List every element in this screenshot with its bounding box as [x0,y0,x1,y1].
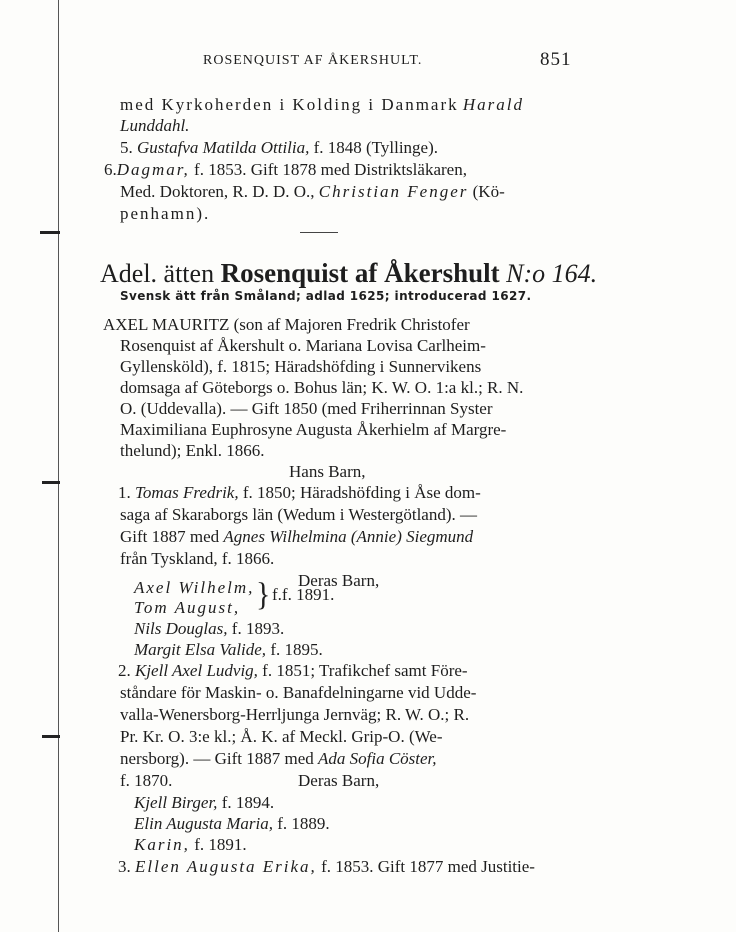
text-line: nersborg). — Gift 1887 med Ada Sofia Cöster, [120,749,437,768]
text-line: 1. Tomas Fredrik, f. 1850; Häradshöfding i Åse dom- [118,483,481,502]
text-line: Elin Augusta Maria, f. 1889. [134,814,330,833]
text-line: Pr. Kr. O. 3:e kl.; Å. K. af Meckl. Grip-O. (We- [120,727,443,746]
text-line: valla-Wenersborg-Herrljunga Jernväg; R. W. O.; R. [120,705,470,724]
text-line: Karin, f. 1891. [134,835,247,854]
text-line: Lunddahl. [120,116,190,135]
text-line: Nils Douglas, f. 1893. [134,619,285,638]
text-line: saga af Skaraborgs län (Wedum i Westergötland). — [120,505,478,524]
margin-mark [42,481,60,484]
text-line: Gyllensköld), f. 1815; Häradshöfding i Sunnervikens [120,357,482,376]
text-line: thelund); Enkl. 1866. [120,441,265,460]
text-line: domsaga af Göteborgs o. Bohus län; K. W. O. 1:a kl.; R. N. [120,378,524,397]
text-line: penhamn). [120,204,211,223]
section-divider [300,232,338,233]
text-line: 2. Kjell Axel Ludvig, f. 1851; Trafikchef samt Före- [118,661,468,680]
margin-mark [40,231,60,234]
text-line: O. (Uddevalla). — Gift 1850 (med Friherrinnan Syster [120,399,493,418]
brace-symbol: } [256,576,271,613]
section-subtitle: Svensk ätt från Småland; adlad 1625; introducerad 1627. [120,289,532,303]
section-title: Adel. ätten Rosenquist af Åkershult N:o 164. [100,258,598,288]
text-line: 5. Gustafva Matilda Ottilia, f. 1848 (Tyllinge). [120,138,439,157]
section-label: Deras Barn, [298,771,380,790]
text-line: Rosenquist af Åkershult o. Mariana Lovisa Carlheim- [120,336,486,355]
text-line: Gift 1887 med Agnes Wilhelmina (Annie) Siegmund [120,527,474,546]
text-line: Margit Elsa Valide, f. 1895. [134,640,323,659]
text-line: 3. Ellen Augusta Erika, f. 1853. Gift 1877 med Justitie- [118,857,535,876]
text-line: 6.Dagmar, f. 1853. Gift 1878 med Distriktsläkaren, [104,160,467,179]
text-line: ståndare för Maskin- o. Banafdelningarne vid Udde- [120,683,477,702]
binding-edge [58,0,59,932]
twin-date: f.f. 1891. [272,585,335,604]
page-number: 851 [540,49,572,70]
text-line: med Kyrkoherden i Kolding i Danmark Harald [120,95,525,114]
text-line: AXEL MAURITZ (son af Majoren Fredrik Christofer [103,315,470,334]
text-line: från Tyskland, f. 1866. [120,549,275,568]
running-title: ROSENQUIST AF ÅKERSHULT. [203,53,423,68]
section-label: Hans Barn, [289,462,366,481]
text-line: Med. Doktoren, R. D. D. O., Christian Fenger (Kö- [120,182,505,201]
text-line: f. 1870. [120,771,173,790]
text-line: Maximiliana Euphrosyne Augusta Åkerhielm af Margre- [120,420,507,439]
twin-names: Axel Wilhelm, Tom August, [134,578,255,617]
section-label: Deras Barn, [298,571,380,590]
margin-mark [42,735,60,738]
text-line: Kjell Birger, f. 1894. [134,793,275,812]
